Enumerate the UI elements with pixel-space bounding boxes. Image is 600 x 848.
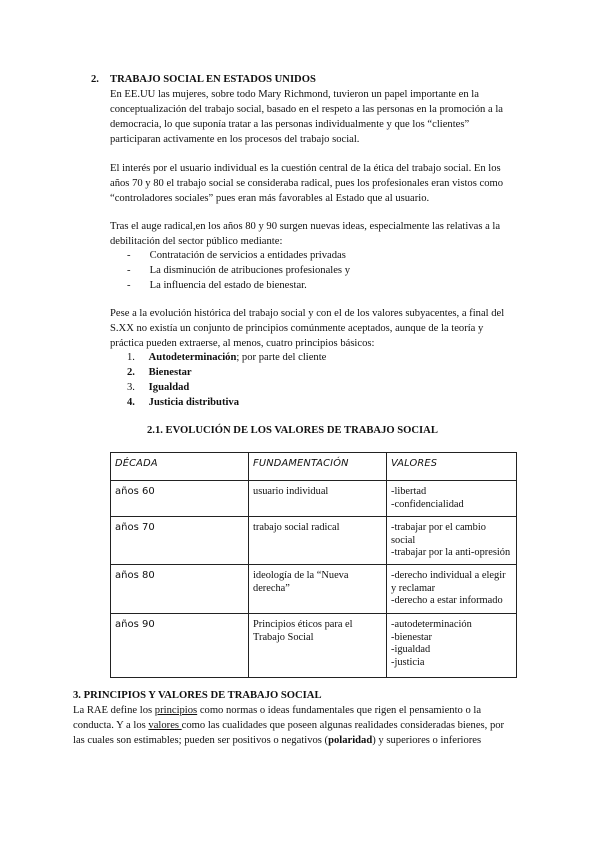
list-item (110, 263, 350, 278)
value-item: -justicia (391, 656, 425, 668)
text-line (73, 733, 504, 748)
text-line: debilitación del sector público mediante: (110, 236, 283, 247)
list-item (110, 278, 350, 293)
list-number: 4. (127, 397, 135, 408)
value-item: -confidencialidad (391, 498, 464, 510)
values-cell (387, 481, 517, 517)
text-run: ) y superiores o inferiores (372, 735, 482, 746)
text-line: El interés por el usuario individual es la cuestión central de la ética del trabajo social. En los (110, 163, 501, 174)
principle-label: Justicia distributiva (148, 397, 240, 408)
decade-cell: años 90 (111, 614, 249, 678)
list-item (110, 365, 326, 380)
basis-cell: trabajo social radical (249, 517, 387, 565)
text-run: La RAE define los (73, 705, 155, 716)
value-item: -derecho individual a elegir y reclamar (391, 570, 506, 594)
list-item-text: Contratación de servicios a entidades privadas (149, 250, 346, 261)
basis-cell: usuario individual (249, 481, 387, 517)
paragraph-4 (110, 306, 504, 351)
text-line: “controladores sociales” pues eran más favorables al Estado que al usuario. (110, 193, 430, 204)
values-table (110, 452, 517, 678)
underlined-term-principios: principios (154, 705, 198, 716)
principle-detail: ; por parte del cliente (236, 352, 327, 363)
bold-term-polaridad: polaridad (328, 735, 373, 746)
text-line (73, 703, 504, 718)
value-item: -libertad (391, 486, 427, 497)
decade-cell: años 70 (111, 517, 249, 565)
text-line: práctica pueden extraerse, al menos, cuatro principios básicos: (110, 338, 375, 349)
section-number: 2. (91, 74, 99, 85)
subsection-title: 2.1. EVOLUCIÓN DE LOS VALORES DE TRABAJO SOCIAL (147, 425, 438, 436)
bullet-list (110, 248, 350, 293)
text-run: como las cualidades que poseen algunas realidades consideradas bienes, por (181, 720, 505, 731)
text-line: S.XX no existía un conjunto de principios comúnmente aceptados, aunque de la teoría y (110, 323, 484, 334)
bullet-marker: - (127, 280, 131, 291)
table-header-row (111, 453, 517, 481)
list-item (110, 248, 350, 263)
column-header: FUNDAMENTACIÓN (249, 453, 387, 481)
table-row (111, 481, 517, 517)
underlined-term-valores: valores (148, 720, 182, 731)
values-cell (387, 614, 517, 678)
paragraph-2 (110, 161, 503, 206)
value-item: -derecho a estar informado (391, 595, 503, 606)
value-item: -trabajar por el cambio social (391, 522, 486, 546)
table-row (111, 565, 517, 614)
values-cell (387, 517, 517, 565)
column-header: DÉCADA (111, 453, 249, 481)
list-number: 1. (127, 352, 135, 363)
list-item (110, 350, 326, 365)
text-line (73, 718, 504, 733)
text-line: años 70 y 80 el trabajo social se consideraba radical, pues los profesionales eran vistos como (110, 178, 504, 189)
text-line: En EE.UU las mujeres, sobre todo Mary Richmond, tuvieron un papel importante en la (110, 89, 479, 100)
values-cell (387, 565, 517, 614)
value-item: -trabajar por la anti-opresión (391, 547, 511, 558)
text-line: Tras el auge radical,en los años 80 y 90 surgen nuevas ideas, especialmente las relativas a la (110, 221, 501, 232)
section-3-paragraph (73, 703, 504, 748)
list-item-text: La influencia del estado de bienestar. (149, 280, 307, 291)
decade-cell: años 60 (111, 481, 249, 517)
text-line: Pese a la evolución histórica del trabajo social y con el de los valores subyacentes, a final del (110, 308, 505, 319)
principles-list (110, 350, 326, 410)
principle-label: Igualdad (148, 382, 190, 393)
text-line: participaran activamente en los procesos del trabajo social. (110, 134, 360, 145)
basis-cell: ideología de la “Nueva derecha” (249, 565, 387, 614)
list-item (110, 380, 326, 395)
section-title: TRABAJO SOCIAL EN ESTADOS UNIDOS (110, 74, 316, 85)
list-item (110, 395, 326, 410)
paragraph-1 (110, 87, 503, 147)
principle-label: Bienestar (148, 367, 192, 378)
value-item: -igualdad (391, 644, 431, 655)
bullet-marker: - (127, 250, 131, 261)
text-line: democracia, lo que suponía tratar a las personas individualmente y que los “clientes” (110, 119, 470, 130)
basis-cell: Principios éticos para el Trabajo Social (249, 614, 387, 678)
paragraph-3 (110, 219, 500, 249)
text-run: las cuales son estimables; pueden ser positivos o negativos ( (73, 735, 329, 746)
principle-label: Autodeterminación (148, 352, 237, 363)
value-item: -autodeterminación (391, 619, 472, 630)
text-run: como normas o ideas fundamentales que rigen el pensamiento o la (197, 705, 482, 716)
table-row (111, 517, 517, 565)
table-row (111, 614, 517, 678)
list-number: 3. (127, 382, 135, 393)
text-line: conceptualización del trabajo social, basado en el respeto a las personas en la promoción a la (110, 104, 503, 115)
bullet-marker: - (127, 265, 131, 276)
value-item: -bienestar (391, 631, 432, 643)
decade-cell: años 80 (111, 565, 249, 614)
column-header: VALORES (387, 453, 517, 481)
text-run: conducta. Y a los (73, 720, 149, 731)
list-number: 2. (127, 367, 135, 378)
list-item-text: La disminución de atribuciones profesionales y (149, 265, 351, 276)
section-3-title: 3. PRINCIPIOS Y VALORES DE TRABAJO SOCIAL (73, 690, 322, 701)
